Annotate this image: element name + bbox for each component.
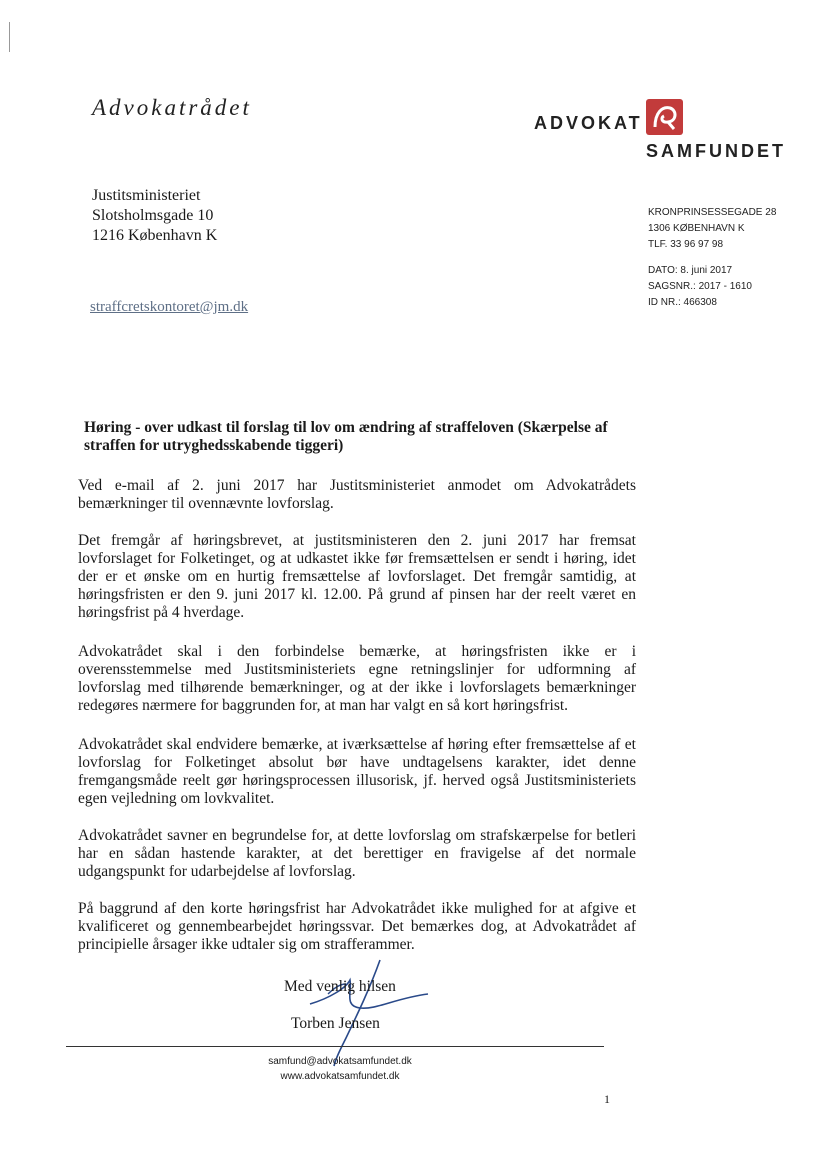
footer-website[interactable]: www.advokatsamfundet.dk bbox=[280, 1071, 400, 1082]
body-paragraph: Advokatrådet skal i den forbindelse bemærke, at høringsfristen ikke er i overensstemmelse med Justitsministeriets egne retningslinjer for udformning af lovforslag med tilhørende bemærkninger, og at der ikke i lovforslagets bemærkninger redegøres nærmere for baggrunden for, at man har valgt en så kort høringsfrist. bbox=[78, 643, 636, 714]
scan-edge-mark bbox=[9, 22, 10, 52]
sender-phone: TLF. 33 96 97 98 bbox=[648, 239, 724, 250]
footer-contact bbox=[240, 1054, 440, 1084]
page-number: 1 bbox=[604, 1092, 610, 1106]
sender-street: KRONPRINSESSEGADE 28 bbox=[648, 207, 777, 218]
body-paragraph: Det fremgår af høringsbrevet, at justitsministeren den 2. juni 2017 har fremsat lovforslaget for Folketinget, og at udkastet ikke før fremsættelsen er sendt i høring, idet der er et ønske om en hurtig fremsættelse af lovforslaget. Det fremgår samtidig, at høringsfristen er den 9. juni 2017 kl. 12.00. På grund af pinsen har der reelt været en høringsfrist på 4 hverdage. bbox=[78, 532, 636, 621]
closing-text: Med venlig hilsen bbox=[284, 978, 396, 995]
council-name: Advokatrådet bbox=[92, 95, 252, 120]
footer-email[interactable]: samfund@advokatsamfundet.dk bbox=[268, 1056, 412, 1067]
letter-date: DATO: 8. juni 2017 bbox=[648, 265, 733, 276]
body-paragraph: Ved e-mail af 2. juni 2017 har Justitsministeriet anmodet om Advokatrådets bemærkninger til ovennævnte lovforslag. bbox=[78, 477, 636, 512]
letter-meta bbox=[648, 263, 752, 311]
logo-text-bottom: SAMFUNDET bbox=[646, 141, 786, 161]
body-paragraph: Advokatrådet savner en begrundelse for, at dette lovforslag om strafskærpelse for betleri har en sådan hastende karakter, at det berettiger en fravigelse af det normale udgangspunkt for udarbejdelse af lovforslag. bbox=[78, 827, 636, 880]
case-number: SAGSNR.: 2017 - 1610 bbox=[648, 281, 752, 292]
body-paragraph: På baggrund af den korte høringsfrist har Advokatrådet ikke mulighed for at afgive et kvalificeret og gennembearbejdet høringssvar. Det bemærkes dog, at Advokatrådet af principielle årsager ikke udtaler sig om strafferammer. bbox=[78, 900, 636, 953]
signer-name: Torben Jensen bbox=[291, 1015, 380, 1032]
body-paragraph: Advokatrådet skal endvidere bemærke, at iværksættelse af høring efter fremsættelse af et lovforslag for Folketinget absolut bør have undtagelsens karakter, idet denne fremgangsmåde reelt gør høringsprocessen illusorisk, jf. herved også Justitsministeriets egen vejledning om lovkvalitet. bbox=[78, 736, 636, 807]
letter-subject: Høring - over udkast til forslag til lov om ændring af straffeloven (Skærpelse af straffen for utryghedsskabende tiggeri) bbox=[84, 419, 608, 454]
id-number: ID NR.: 466308 bbox=[648, 297, 717, 308]
recipient-email-link[interactable]: straffcretskontoret@jm.dk bbox=[90, 299, 249, 315]
footer-divider bbox=[66, 1046, 604, 1047]
logo-icon bbox=[646, 99, 683, 135]
logo-text-top: ADVOKAT bbox=[534, 113, 643, 133]
recipient-address bbox=[92, 186, 217, 246]
sender-address bbox=[648, 205, 776, 253]
recipient-line: Slotsholmsgade 10 bbox=[92, 207, 214, 224]
recipient-line: Justitsministeriet bbox=[92, 187, 201, 204]
sender-city: 1306 KØBENHAVN K bbox=[648, 223, 745, 234]
recipient-line: 1216 København K bbox=[92, 227, 218, 244]
